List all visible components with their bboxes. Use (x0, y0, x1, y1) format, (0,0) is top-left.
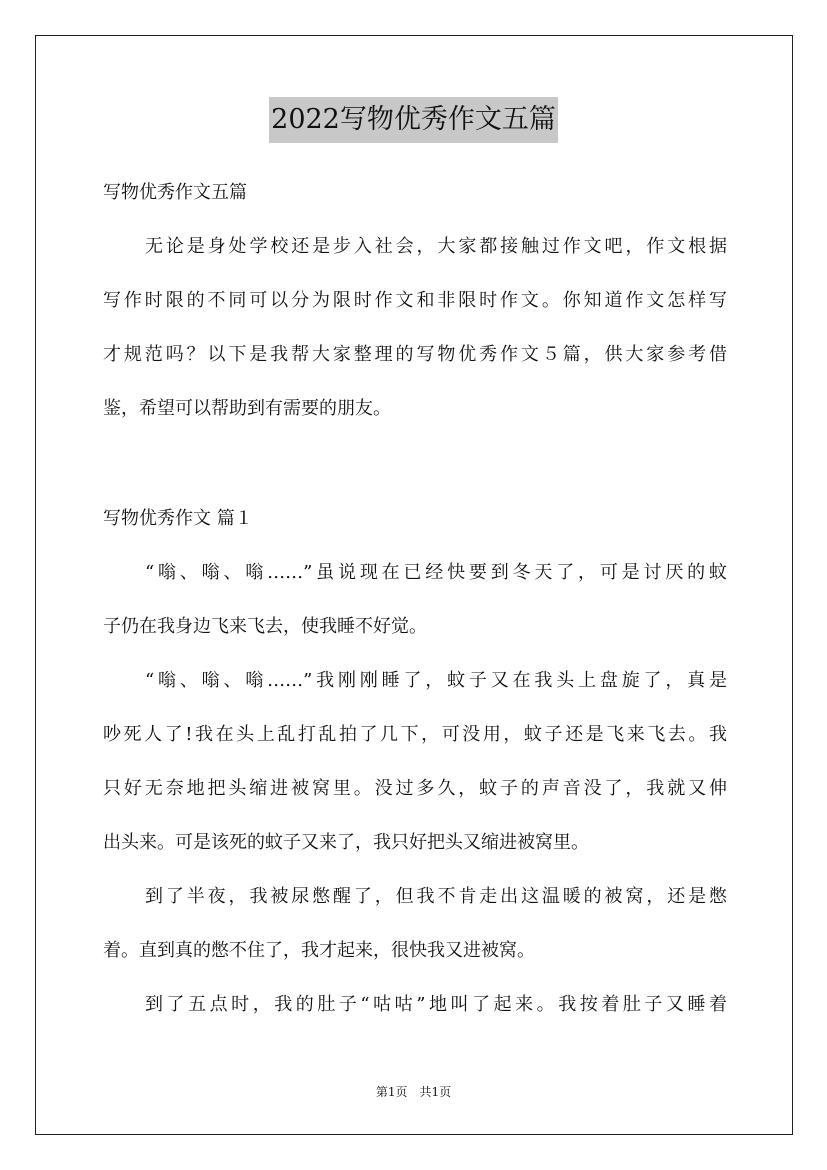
intro-line: 写作时限的不同可以分为限时作文和非限时作文。你知道作文怎样写 (103, 290, 727, 311)
body-line: 到了半夜，我被尿憋醒了，但我不肯走出这温暖的被窝，还是憋 (145, 886, 727, 907)
body-line: 到了五点时，我的肚子“咕咕”地叫了起来。我按着肚子又睡着 (145, 994, 727, 1015)
body-line: 着。直到真的憋不住了，我才起来，很快我又进被窝。 (103, 940, 535, 961)
document-title: 2022写物优秀作文五篇 (269, 97, 558, 143)
document-title-wrap (0, 97, 827, 143)
intro-line: 才规范吗？以下是我帮大家整理的写物优秀作文５篇，供大家参考借 (103, 344, 727, 365)
body-line: 只好无奈地把头缩进被窝里。没过多久，蚊子的声音没了，我就又伸 (103, 778, 727, 799)
body-line: 子仍在我身边飞来飞去，使我睡不好觉。 (103, 616, 427, 637)
body-line: “嗡、嗡、嗡……”我刚刚睡了，蚊子又在我头上盘旋了，真是 (145, 670, 727, 691)
intro-line: 无论是身处学校还是步入社会，大家都接触过作文吧，作文根据 (145, 236, 727, 257)
body-line: 吵死人了!我在头上乱打乱拍了几下，可没用，蚊子还是飞来飞去。我 (103, 724, 727, 745)
body-line: 出头来。可是该死的蚊子又来了，我只好把头又缩进被窝里。 (103, 832, 589, 853)
intro-line: 鉴，希望可以帮助到有需要的朋友。 (103, 398, 391, 419)
section-heading: 写物优秀作文 篇１ (103, 508, 253, 529)
subtitle: 写物优秀作文五篇 (103, 182, 247, 203)
page-footer: 第1页 共1页 (375, 1085, 452, 1099)
body-line: “嗡、嗡、嗡……”虽说现在已经快要到冬天了，可是讨厌的蚊 (145, 562, 727, 583)
